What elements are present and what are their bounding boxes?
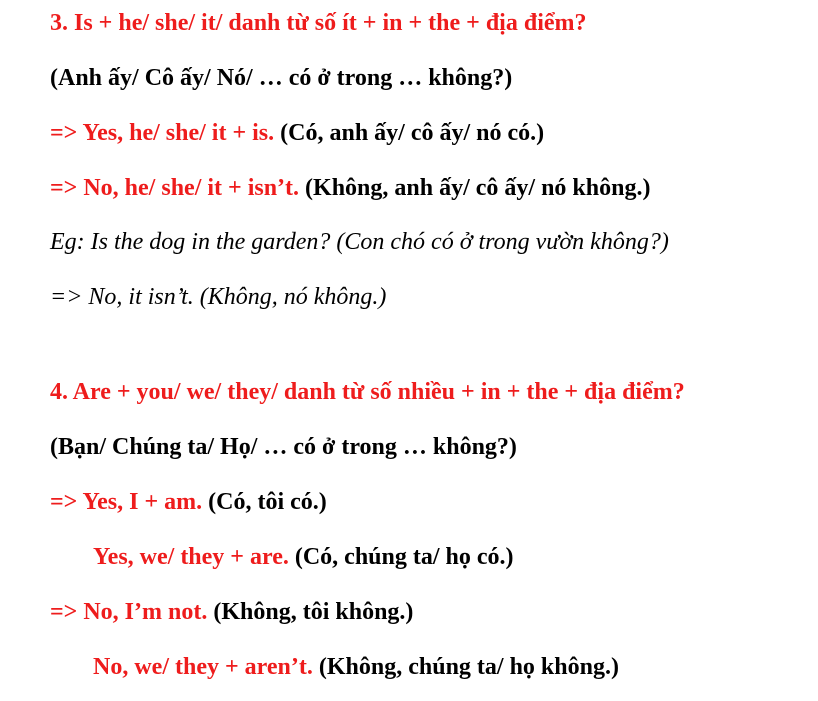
yes-structure: => Yes, he/ she/ it + is. <box>50 120 275 146</box>
no-meaning: (Không, anh ấy/ cô ấy/ nó không.) <box>299 175 651 201</box>
example-question: Eg: Is the dog in the garden? (Con chó có ở trong vườn không?) <box>50 229 669 255</box>
no-i-structure: => No, I’m not. <box>50 599 208 625</box>
section-4-no-i-answer <box>50 597 413 627</box>
yes-we-meaning: (Có, chúng ta/ họ có.) <box>288 544 514 570</box>
section-3-translation: (Anh ấy/ Cô ấy/ Nó/ … có ở trong … không?) <box>50 65 513 91</box>
example-answer: => No, it isn’t. (Không, nó không.) <box>50 284 387 310</box>
section-4-no-we-answer <box>93 652 619 682</box>
section-4-yes-i-answer <box>50 487 327 517</box>
yes-i-meaning: (Có, tôi có.) <box>202 489 327 515</box>
yes-meaning: (Có, anh ấy/ cô ấy/ nó có.) <box>274 120 545 146</box>
section-3-heading: 3. Is + he/ she/ it/ danh từ số ít + in + the + địa điểm? <box>50 10 587 36</box>
no-i-meaning: (Không, tôi không.) <box>207 599 414 625</box>
yes-i-structure: => Yes, I + am. <box>50 489 203 515</box>
no-we-meaning: (Không, chúng ta/ họ không.) <box>312 654 619 680</box>
section-3-yes-answer <box>50 118 544 148</box>
section-4-yes-we-answer <box>93 542 514 572</box>
section-4-translation: (Bạn/ Chúng ta/ Họ/ … có ở trong … không?) <box>50 434 517 460</box>
section-4-heading: 4. Are + you/ we/ they/ danh từ số nhiều + in + the + địa điểm? <box>50 379 685 405</box>
yes-we-structure: Yes, we/ they + are. <box>93 544 289 570</box>
section-3-no-answer <box>50 173 650 203</box>
no-structure: => No, he/ she/ it + isn’t. <box>50 175 300 201</box>
no-we-structure: No, we/ they + aren’t. <box>93 654 313 680</box>
